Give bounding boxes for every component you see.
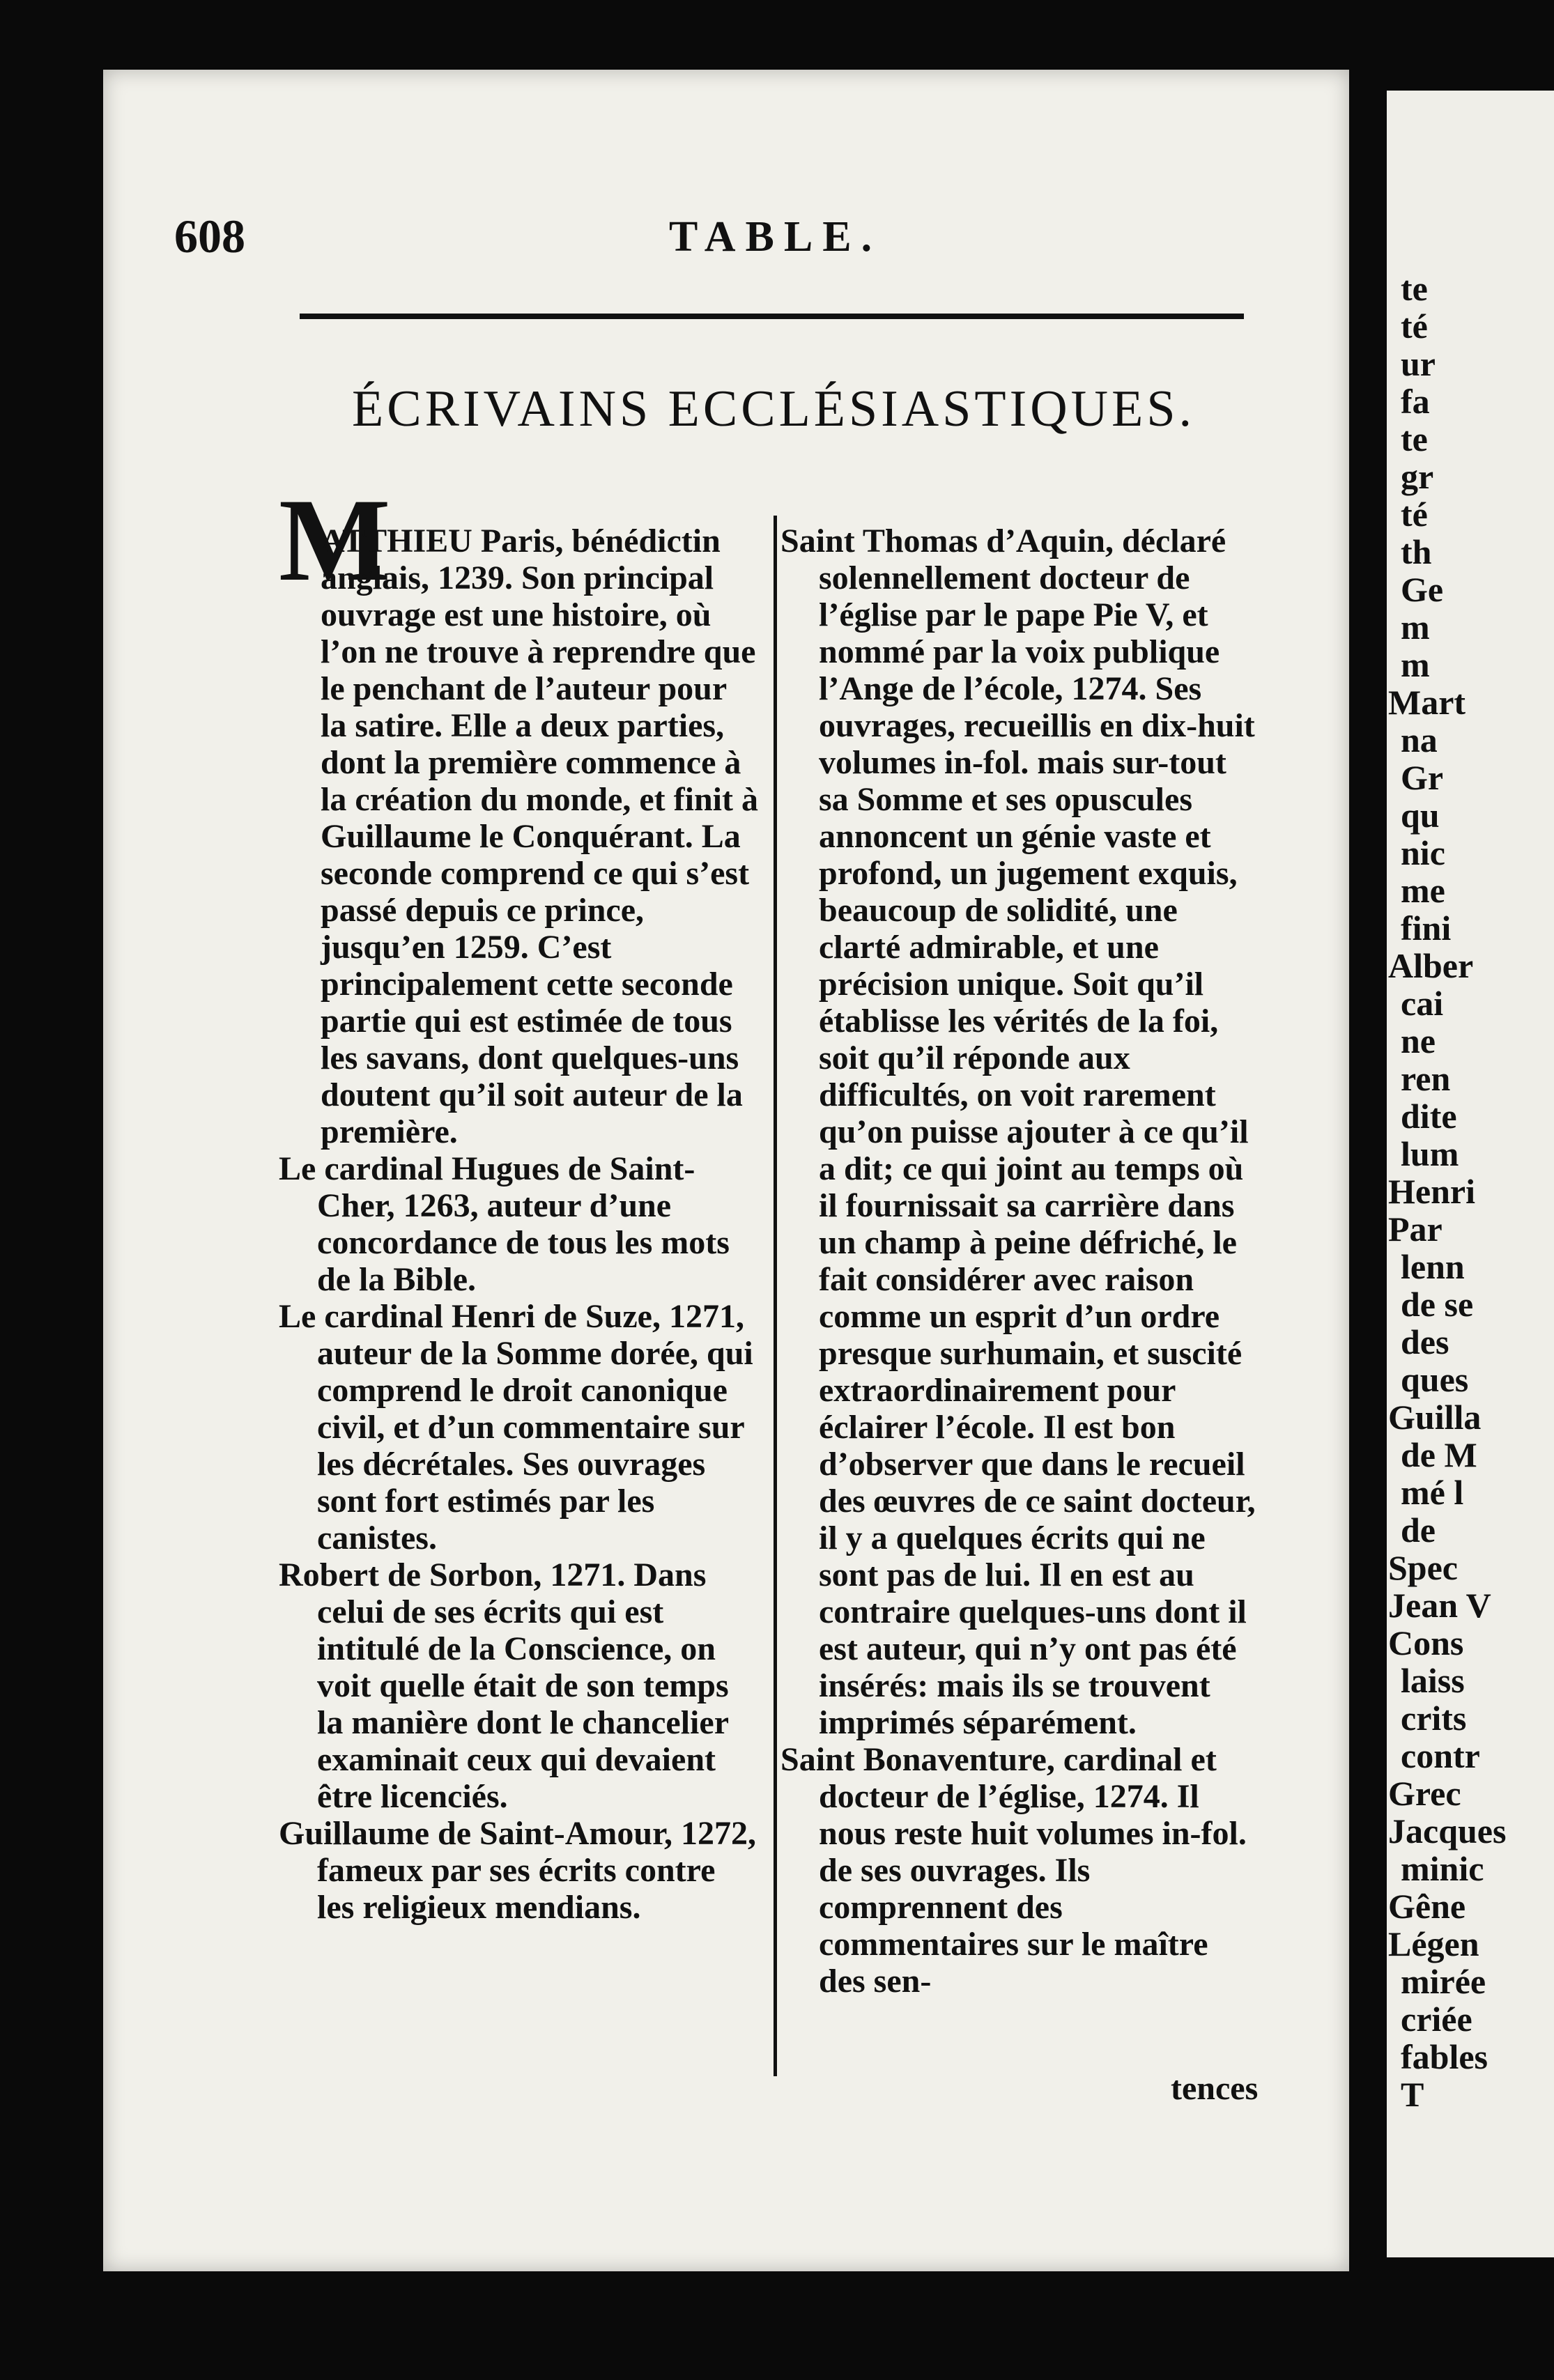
left-column bbox=[279, 523, 760, 1926]
adjacent-page-line: ne bbox=[1401, 1021, 1436, 1060]
adjacent-page-line: minic bbox=[1401, 1849, 1484, 1888]
adjacent-page-line: Guilla bbox=[1388, 1398, 1482, 1437]
adjacent-page-line: mé l bbox=[1401, 1473, 1464, 1512]
adjacent-page-line: ques bbox=[1401, 1360, 1469, 1399]
section-title: ÉCRIVAINS ECCLÉSIASTIQUES. bbox=[352, 380, 1195, 438]
adjacent-page-line: dite bbox=[1401, 1097, 1457, 1136]
adjacent-page-line: m bbox=[1401, 645, 1430, 684]
page-number: 608 bbox=[174, 210, 245, 263]
adjacent-page-line: laiss bbox=[1401, 1661, 1465, 1700]
adjacent-page-line: qu bbox=[1401, 796, 1440, 835]
adjacent-page-line: de se bbox=[1401, 1285, 1474, 1324]
adjacent-page-line: me bbox=[1401, 871, 1445, 910]
adjacent-page-line: lum bbox=[1401, 1134, 1459, 1173]
entry-matthieu-paris: ATTHIEU Paris, bénédictin anglais, 1239. Son principal ouvrage est une histoire, où l’on ne trouve à reprendre que le penchant de l’auteur pour la satire. Elle a deux parties, dont la première commence à la création du monde, et finit à Guillaume le Conquérant. La seconde comprend ce qui s’est passé depuis ce prince, jusqu’en 1259. C’est principalement cette seconde partie qui est estimée de tous les savans, dont quelques-uns doutent qu’il soit auteur de la première. bbox=[321, 523, 758, 1150]
adjacent-page-line: cai bbox=[1401, 984, 1444, 1023]
adjacent-page-line: Cons bbox=[1388, 1623, 1464, 1662]
header-rule bbox=[300, 314, 1244, 319]
adjacent-page-line: Par bbox=[1388, 1210, 1443, 1249]
column-divider bbox=[774, 516, 777, 2076]
adjacent-page-line: m bbox=[1401, 608, 1430, 647]
adjacent-page-line: gr bbox=[1401, 457, 1434, 496]
adjacent-page-line: des bbox=[1401, 1322, 1449, 1361]
entry-robert-de-sorbon: Robert de Sorbon, 1271. Dans celui de ses écrits qui est intitulé de la Conscience, on voit quelle était de son temps la manière dont le chancelier examinait ceux qui devaient être licenciés. bbox=[279, 1556, 729, 1815]
adjacent-page-line: lenn bbox=[1401, 1247, 1465, 1286]
adjacent-page-line: mirée bbox=[1401, 1962, 1486, 2001]
adjacent-page-line: nic bbox=[1401, 833, 1445, 872]
entry-bonaventure: Saint Bonaventure, cardinal et docteur de l’église, 1274. Il nous reste huit volumes in-fol. de ses ouvrages. Ils comprennent des commentaires sur le maître des sen- bbox=[780, 1741, 1247, 2000]
catchword: tences bbox=[1171, 2070, 1259, 2107]
adjacent-page-line: ren bbox=[1401, 1059, 1451, 1098]
adjacent-page-line: contr bbox=[1401, 1736, 1480, 1775]
adjacent-page-line: fini bbox=[1401, 909, 1452, 948]
entry-guillaume-de-saint-amour: Guillaume de Saint-Amour, 1272, fameux par ses écrits contre les religieux mendians. bbox=[279, 1815, 756, 1926]
adjacent-page-line: criée bbox=[1401, 2000, 1472, 2039]
adjacent-page-line: te bbox=[1401, 269, 1428, 308]
drop-cap: M bbox=[279, 474, 391, 605]
adjacent-page-line: Mart bbox=[1388, 683, 1466, 722]
right-column bbox=[780, 523, 1261, 2000]
adjacent-page-line: fables bbox=[1401, 2037, 1488, 2076]
adjacent-page-line: te bbox=[1401, 419, 1428, 458]
adjacent-page-line: té bbox=[1401, 495, 1428, 534]
adjacent-page-line: Henri bbox=[1388, 1172, 1475, 1211]
adjacent-page-line: Gêne bbox=[1388, 1887, 1466, 1926]
adjacent-page-line: T bbox=[1401, 2075, 1424, 2114]
adjacent-page-line: ur bbox=[1401, 344, 1436, 383]
adjacent-page-line: Jean V bbox=[1388, 1586, 1491, 1625]
adjacent-page-line: fa bbox=[1401, 382, 1430, 421]
adjacent-page-line: th bbox=[1401, 532, 1432, 571]
adjacent-page-line: Gr bbox=[1401, 758, 1444, 797]
adjacent-page-line: Jacques bbox=[1388, 1811, 1507, 1850]
adjacent-page-line: Alber bbox=[1388, 946, 1474, 985]
adjacent-page-line: Ge bbox=[1401, 570, 1444, 609]
adjacent-page-line: de bbox=[1401, 1510, 1436, 1550]
adjacent-page-line: Spec bbox=[1388, 1548, 1458, 1587]
adjacent-page-line: Légen bbox=[1388, 1924, 1479, 1963]
adjacent-page-line: de M bbox=[1401, 1435, 1477, 1474]
adjacent-page-line: crits bbox=[1401, 1699, 1467, 1738]
entry-hugues-de-saint-cher: Le cardinal Hugues de Saint-Cher, 1263, auteur d’une concordance de tous les mots de la Bible. bbox=[279, 1150, 730, 1298]
adjacent-page-line: Grec bbox=[1388, 1774, 1461, 1813]
adjacent-page bbox=[1387, 91, 1554, 2257]
running-title: TABLE. bbox=[669, 213, 882, 261]
entry-thomas-aquin: Saint Thomas d’Aquin, déclaré solennellement docteur de l’église par le pape Pie V, et nommé par la voix publique l’Ange de l’école, 1274. Ses ouvrages, recueillis en dix-huit volumes in-fol. mais sur-tout sa Somme et ses opuscules annoncent un génie vaste et profond, un jugement exquis, beaucoup de solidité, une clarté admirable, et une précision unique. Soit qu’il établisse les vérités de la foi, soit qu’il réponde aux difficultés, on voit rarement qu’on puisse ajouter à ce qu’il a dit; ce qui joint au temps où il fournissait sa carrière dans un champ à peine défriché, le fait considérer avec raison comme un esprit d’un ordre presque surhumain, et suscité extraordinairement pour éclairer l’école. Il est bon d’observer que dans le recueil des œuvres de ce saint docteur, il y a quelques écrits qui ne sont pas de lui. Il en est au contraire quelques-uns dont il est auteur, qui n’y ont pas été insérés: mais ils se trouvent imprimés séparément. bbox=[780, 523, 1256, 1741]
entry-henri-de-suze: Le cardinal Henri de Suze, 1271, auteur de la Somme dorée, qui comprend le droit canonique civil, et d’un commentaire sur les décrétales. Ses ouvrages sont fort estimés par les canistes. bbox=[279, 1298, 753, 1556]
adjacent-page-line: té bbox=[1401, 307, 1428, 346]
adjacent-page-line: na bbox=[1401, 720, 1438, 759]
